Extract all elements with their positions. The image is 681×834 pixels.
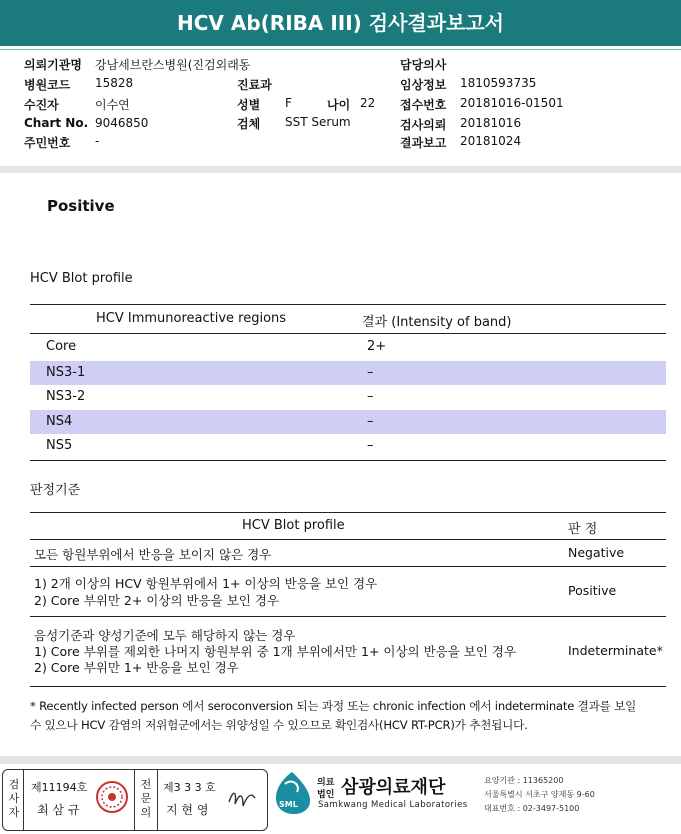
receipt-label: 접수번호	[400, 98, 447, 112]
intensity-cell: –	[367, 389, 374, 404]
report-date-value: 20181024	[460, 134, 522, 148]
criteria-col-profile: HCV Blot profile	[242, 518, 345, 533]
chart-label: Chart No.	[24, 116, 89, 130]
chart-value: 9046850	[95, 116, 149, 130]
signature-icon	[225, 784, 259, 812]
clinical-value: 1810593735	[460, 76, 537, 90]
table-rule	[30, 566, 666, 567]
criteria-col-verdict: 판 정	[568, 522, 598, 537]
org-prefix-top: 의료	[317, 778, 335, 788]
region-cell: NS3-2	[46, 389, 86, 404]
specialist-vertical-label: 전문의	[140, 778, 152, 819]
criteria-title: 판정기준	[30, 483, 81, 498]
region-cell: NS4	[46, 414, 73, 429]
facility-code: 요양기관 : 11365200	[484, 776, 564, 785]
receiver-value: 이수연	[95, 98, 130, 112]
signature-box	[2, 769, 268, 831]
table-rule	[30, 539, 666, 540]
table-row	[30, 334, 666, 358]
region-cell: NS3-1	[46, 365, 86, 380]
table-row	[30, 434, 666, 458]
institution-label: 의뢰기관명	[24, 58, 82, 72]
hospital-code-value: 15828	[95, 76, 134, 90]
seal-icon	[95, 780, 129, 814]
request-value: 20181016	[460, 116, 522, 130]
request-label: 검사의뢰	[400, 118, 447, 132]
verdict-negative: Negative	[568, 545, 625, 560]
box-divider	[23, 770, 24, 830]
org-phone: 대표번호 : 02-3497-5100	[484, 804, 580, 813]
table-rule	[30, 686, 666, 687]
criteria-line: 1) 2개 이상의 HCV 항원부위에서 1+ 이상의 반응을 보인 경우	[34, 576, 378, 591]
resident-value: -	[95, 134, 100, 148]
sex-label: 성별	[237, 98, 261, 112]
age-value: 22	[360, 96, 376, 110]
doctor-label: 담당의사	[400, 58, 447, 72]
receiver-label: 수진자	[24, 98, 59, 112]
criteria-line: 1) Core 부위를 제외한 나머지 항원부위 중 1개 부위에서만 1+ 이상의 반응을 보인 경우	[34, 644, 517, 659]
tester-name: 최 삼 규	[37, 803, 80, 817]
criteria-line: 모든 항원부위에서 반응을 보이지 않은 경우	[34, 547, 272, 562]
footnote-line: * Recently infected person 에서 seroconversion 되는 과정 또는 chronic infection 에서 indeterminate 결과를 보일	[30, 699, 637, 713]
section-divider	[0, 166, 681, 173]
intensity-cell: –	[367, 365, 374, 380]
blot-col-result: 결과 (Intensity of band)	[362, 315, 512, 330]
footnote	[30, 697, 670, 735]
table-row	[30, 361, 666, 385]
specialist-license: 제3 3 3 호	[163, 781, 216, 794]
report-date-label: 결과보고	[400, 136, 447, 150]
footer-divider	[0, 756, 681, 764]
sml-badge: SML	[279, 800, 298, 809]
org-name: 삼광의료재단	[341, 777, 446, 798]
table-rule	[30, 460, 666, 461]
receipt-value: 20181016-01501	[460, 96, 564, 110]
age-label: 나이	[327, 98, 351, 112]
intensity-cell: –	[367, 438, 374, 453]
overall-result: Positive	[47, 197, 115, 215]
org-address: 서울특별시 서초구 양재동 9-60	[484, 790, 595, 799]
table-row	[30, 410, 666, 434]
sex-value: F	[285, 96, 292, 110]
header-divider	[0, 49, 681, 50]
table-rule	[30, 304, 666, 305]
criteria-line: 2) Core 부위만 1+ 반응을 보인 경우	[34, 660, 239, 675]
verdict-indeterminate: Indeterminate*	[568, 643, 663, 658]
dept-label: 진료과	[237, 78, 272, 92]
region-cell: Core	[46, 339, 77, 354]
clinical-label: 임상정보	[400, 78, 447, 92]
org-english-name: Samkwang Medical Laboratories	[318, 800, 468, 810]
criteria-line: 음성기준과 양성기준에 모두 해당하지 않는 경우	[34, 628, 296, 643]
specimen-value: SST Serum	[285, 115, 351, 129]
sml-logo-icon	[271, 770, 313, 820]
specialist-name: 지 현 영	[166, 803, 209, 817]
intensity-cell: 2+	[367, 339, 387, 354]
blot-profile-title: HCV Blot profile	[30, 271, 133, 286]
blot-col-regions: HCV Immunoreactive regions	[96, 311, 287, 326]
report-title: HCV Ab(RIBA III) 검사결과보고서	[0, 0, 681, 46]
org-prefix-bottom: 법인	[317, 790, 335, 800]
region-cell: NS5	[46, 438, 73, 453]
table-row	[30, 385, 666, 409]
footnote-line: 수 있으나 HCV 감염의 저위험군에서는 위양성일 수 있으므로 확인검사(HCV RT-PCR)가 추천됩니다.	[30, 718, 528, 732]
box-divider	[134, 770, 135, 830]
resident-label: 주민번호	[24, 136, 71, 150]
box-divider	[157, 770, 158, 830]
table-rule	[30, 616, 666, 617]
hospital-code-label: 병원코드	[24, 78, 71, 92]
criteria-line: 2) Core 부위만 2+ 이상의 반응을 보인 경우	[34, 593, 279, 608]
specimen-label: 검체	[237, 117, 261, 131]
institution-value: 강남세브란스병원(진검외래동	[95, 58, 251, 72]
tester-license: 제11194호	[31, 781, 88, 794]
verdict-positive: Positive	[568, 583, 617, 598]
table-rule	[30, 512, 666, 513]
intensity-cell: –	[367, 414, 374, 429]
tester-vertical-label: 검사자	[8, 778, 20, 819]
